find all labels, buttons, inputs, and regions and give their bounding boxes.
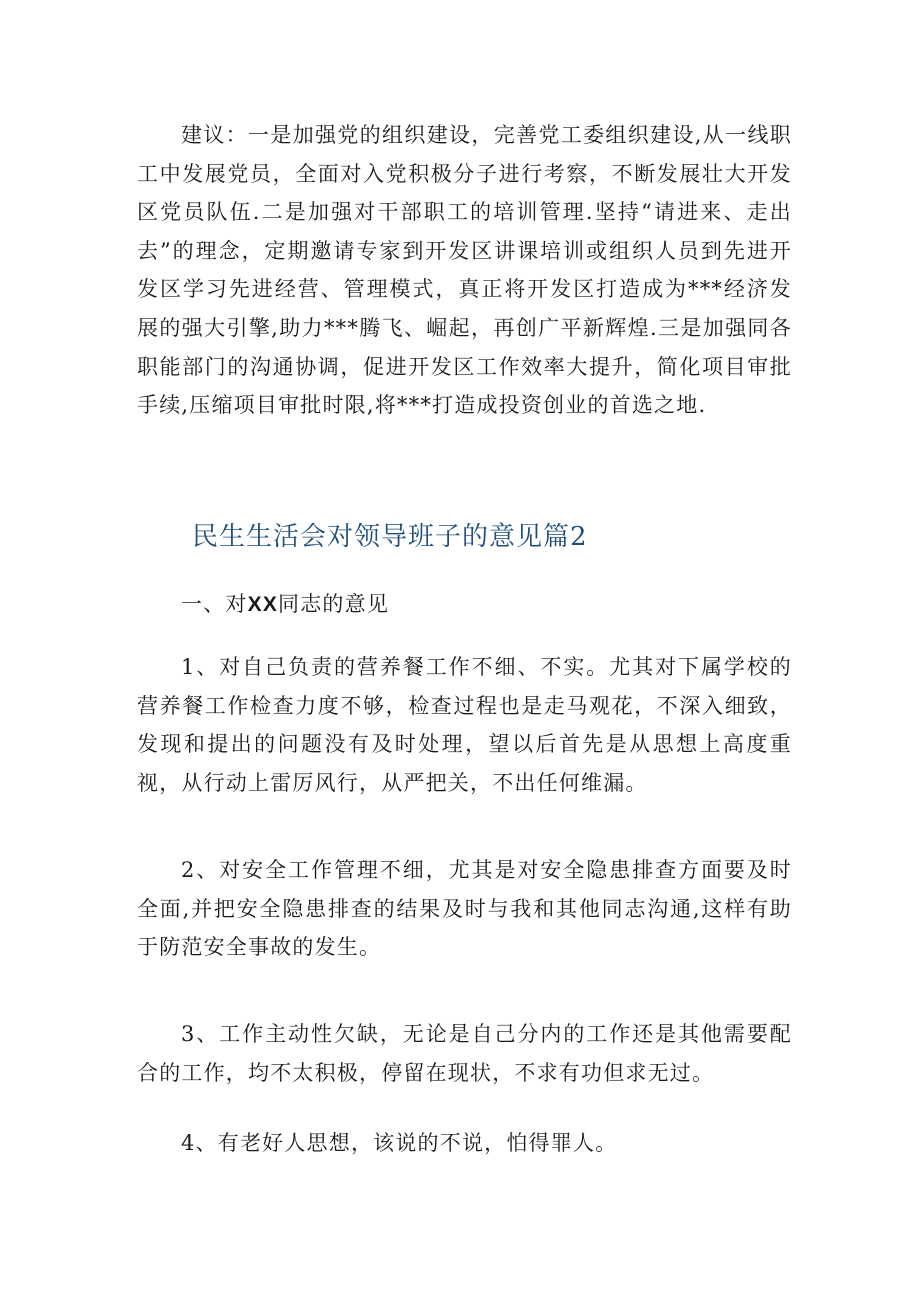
- sub-heading-prefix: 一、对: [181, 592, 248, 616]
- suggestion-paragraph: 建议：一是加强党的组织建设，完善党工委组织建设,从一线职工中发展党员，全面对入党积极分子进行考察，不断发展壮大开发区党员队伍.二是加强对干部职工的培训管理.坚持“请进来、走出去”的理念，定期邀请专家到开发区讲课培训或组织人员到先进开发区学习先进经营、管理模式，真正将开发区打造成为***经济发展的强大引擎,助力***腾飞、崛起，再创广平新辉煌.三是加强同各职能部门的沟通协调，促进开发区工作效率大提升，简化项目审批手续,压缩项目审批时限,将***打造成投资创业的首选之地.: [137, 123, 792, 418]
- opinion-item-2: 2、对安全工作管理不细，尤其是对安全隐患排查方面要及时全面,并把安全隐患排查的结果及时与我和其他同志沟通,这样有助于防范安全事故的发生。: [137, 858, 792, 960]
- sub-heading-name: XX: [247, 593, 279, 616]
- section-heading: 民生生活会对领导班子的意见篇2: [192, 522, 588, 552]
- sub-heading-suffix: 同志的意见: [278, 592, 390, 616]
- opinion-item-3: 3、工作主动性欠缺，无论是自己分内的工作还是其他需要配合的工作，均不太积极，停留在现状，不求有功但求无过。: [137, 1022, 792, 1085]
- opinion-item-1: 1、对自己负责的营养餐工作不细、不实。尤其对下属学校的营养餐工作检查力度不够，检查过程也是走马观花，不深入细致，发现和提出的问题没有及时处理，望以后首先是从思想上高度重视，从行动上雷厉风行，从严把关，不出任何维漏。: [137, 655, 792, 795]
- sub-heading: [181, 588, 389, 618]
- opinion-item-4: 4、有老好人思想，该说的不说，怕得罪人。: [181, 1131, 618, 1155]
